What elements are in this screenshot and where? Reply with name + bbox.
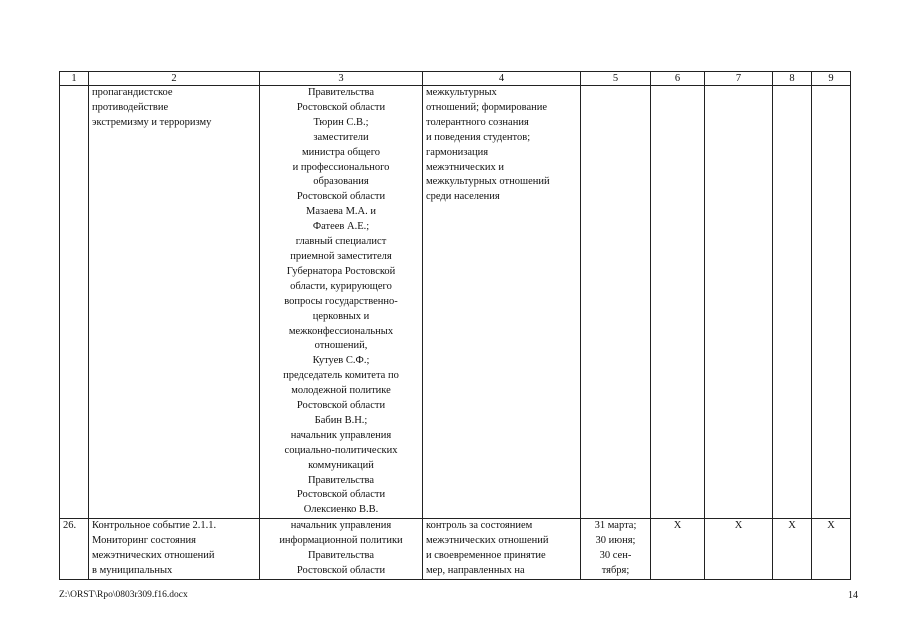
table-row-continued bbox=[60, 86, 851, 519]
header-cell: 8 bbox=[773, 72, 812, 86]
result-cell: межкультурных отношений; формирование толерантного сознания и поведения студентов; гармонизация межэтнических и межкультурных отношений среди населения bbox=[423, 86, 581, 519]
responsible-cell: начальник управления информационной политики Правительства Ростовской области bbox=[260, 519, 423, 580]
date-cell bbox=[581, 86, 651, 519]
event-name-cell: пропагандистское противодействие экстремизму и терроризму bbox=[89, 86, 260, 519]
header-cell: 7 bbox=[705, 72, 773, 86]
mark-cell: X bbox=[705, 519, 773, 580]
mark-cell: X bbox=[812, 519, 851, 580]
mark-cell: X bbox=[651, 519, 705, 580]
header-cell: 9 bbox=[812, 72, 851, 86]
table-row-26 bbox=[60, 519, 851, 580]
date-cell: 31 марта; 30 июня; 30 сен- тября; bbox=[581, 519, 651, 580]
responsible-cell: Правительства Ростовской области Тюрин С.В.; заместители министра общего и профессионального образования Ростовской области Мазаева М.А. и Фатеев А.Е.; главный специалист приемной заместителя Губернатора Ростовской области, курирующего вопросы государственно- церковных и межконфессиональных отношений, Кутуев С.Ф.; председатель комитета по молодежной политике Ростовской области Бабин В.Н.; начальник управления социально-политических коммуникаций Правительства Ростовской области Олексиенко В.В. bbox=[260, 86, 423, 519]
result-cell: контроль за состоянием межэтнических отношений и своевременное принятие мер, направленных на bbox=[423, 519, 581, 580]
row-number-cell: 26. bbox=[60, 519, 89, 580]
header-cell: 1 bbox=[60, 72, 89, 86]
header-cell: 3 bbox=[260, 72, 423, 86]
row-number-cell bbox=[60, 86, 89, 519]
header-cell: 2 bbox=[89, 72, 260, 86]
header-cell: 5 bbox=[581, 72, 651, 86]
mark-cell bbox=[651, 86, 705, 519]
mark-cell bbox=[812, 86, 851, 519]
event-name-cell: Контрольное событие 2.1.1. Мониторинг состояния межэтнических отношений в муниципальных bbox=[89, 519, 260, 580]
column-number-row bbox=[60, 72, 851, 86]
mark-cell: X bbox=[773, 519, 812, 580]
plan-table bbox=[59, 71, 851, 580]
header-cell: 6 bbox=[651, 72, 705, 86]
mark-cell bbox=[705, 86, 773, 519]
page-number: 14 bbox=[848, 590, 858, 601]
mark-cell bbox=[773, 86, 812, 519]
header-cell: 4 bbox=[423, 72, 581, 86]
footer-file-path: Z:\ORST\Rpo\0803r309.f16.docx bbox=[59, 590, 188, 600]
